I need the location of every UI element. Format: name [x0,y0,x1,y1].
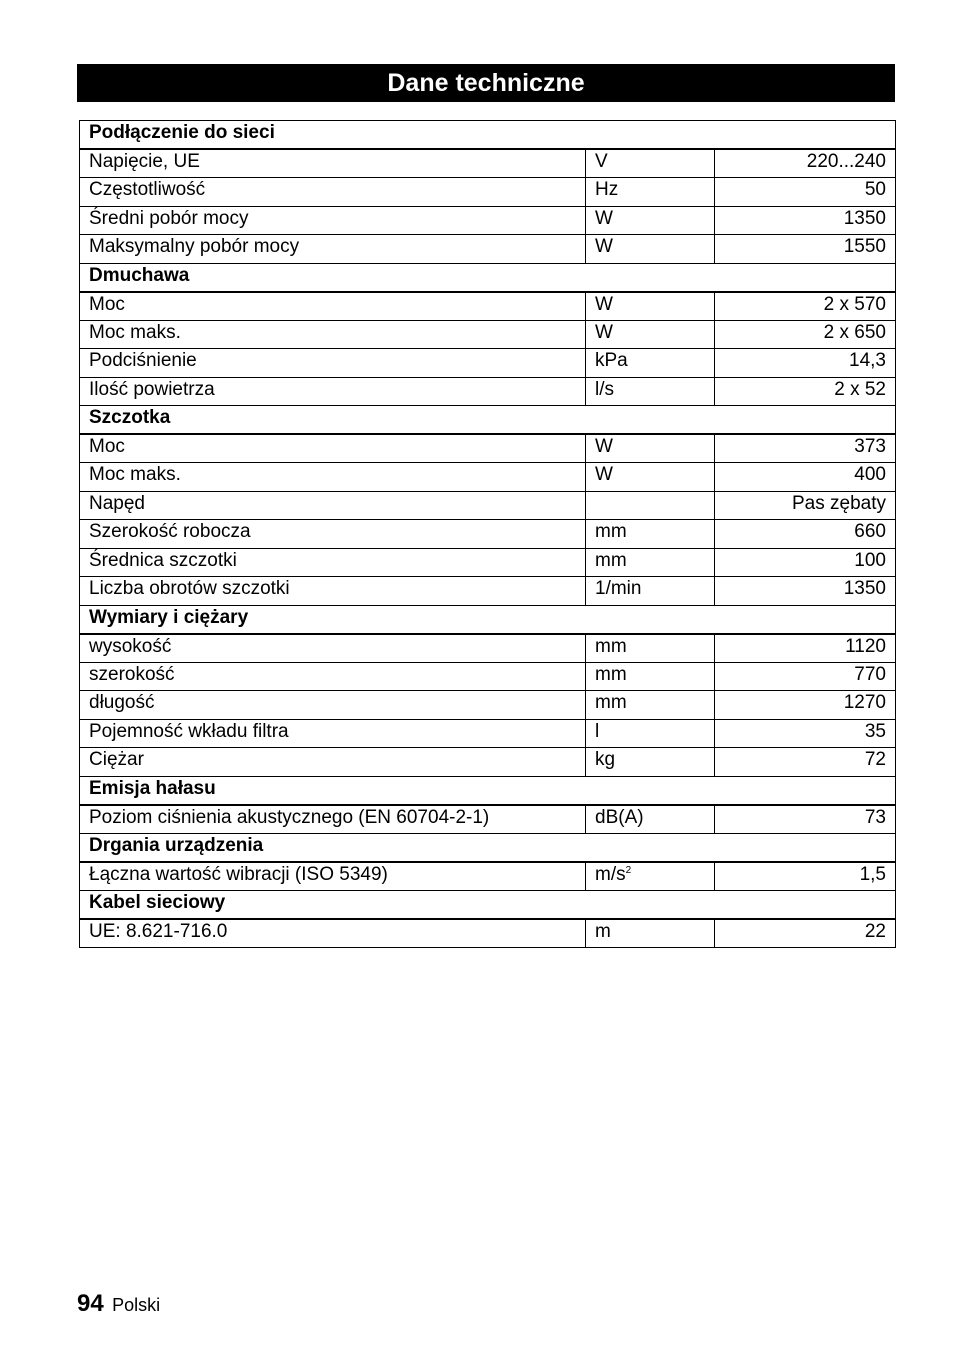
table-row [80,235,896,264]
spec-value: 50 [715,178,896,207]
spec-unit-text: kg [595,749,616,770]
technical-data-body [80,121,896,948]
spec-label: Szerokość robocza [80,520,586,549]
table-row [80,491,896,520]
table-row [80,634,896,663]
spec-value: 220...240 [715,149,896,178]
spec-unit-text: mm [595,521,627,542]
spec-label: Moc [80,292,586,321]
spec-unit-text: mm [595,663,627,685]
spec-unit-text: W [595,464,613,485]
spec-unit [586,149,715,178]
spec-value: 73 [715,805,896,834]
spec-unit-text: W [595,293,613,315]
section-header-row [80,121,896,150]
spec-unit [586,520,715,549]
spec-unit [586,634,715,663]
spec-unit-text: W [595,321,613,343]
section-heading: Szczotka [80,406,896,435]
page-footer [77,1290,160,1318]
table-row [80,377,896,406]
page-number: 94 [77,1290,104,1317]
section-heading: Drgania urządzenia [80,833,896,862]
spec-label: Łączna wartość wibracji (ISO 5349) [80,862,586,891]
spec-value: 100 [715,548,896,577]
spec-unit [586,805,715,834]
spec-label: Napięcie, UE [80,149,586,178]
spec-unit [586,292,715,321]
spec-value: 35 [715,719,896,748]
section-header-row [80,890,896,919]
table-row [80,206,896,235]
spec-label: Ciężar [80,748,586,777]
spec-unit-text: mm [595,635,627,657]
spec-unit [586,748,715,777]
spec-unit-text: m/s [595,863,626,885]
spec-unit-text: W [595,207,613,229]
spec-value: 2 x 650 [715,320,896,349]
spec-unit [586,662,715,691]
spec-value: 1350 [715,206,896,235]
spec-unit-text: V [595,151,608,172]
spec-label: Poziom ciśnienia akustycznego (EN 60704-2-1) [80,805,586,834]
spec-label: Podciśnienie [80,349,586,378]
table-row [80,320,896,349]
spec-unit-text: mm [595,549,627,571]
spec-unit [586,463,715,492]
spec-value: 1120 [715,634,896,663]
spec-value: 400 [715,463,896,492]
section-heading: Emisja hałasu [80,776,896,805]
page-title: Dane techniczne [77,64,895,102]
spec-label: wysokość [80,634,586,663]
spec-label: Ilość powietrza [80,377,586,406]
spec-label: Moc maks. [80,320,586,349]
table-row [80,178,896,207]
spec-unit [586,691,715,720]
spec-unit [586,719,715,748]
spec-unit [586,491,715,520]
spec-label: szerokość [80,662,586,691]
spec-value: 1550 [715,235,896,264]
spec-unit-text: 1/min [595,578,642,599]
spec-unit-text: mm [595,692,627,713]
footer-language: Polski [112,1295,161,1315]
section-header-row [80,406,896,435]
spec-unit [586,577,715,606]
section-header-row [80,605,896,634]
spec-label: Pojemność wkładu filtra [80,719,586,748]
spec-unit-text: W [595,236,613,257]
table-row [80,662,896,691]
technical-data-table [79,120,896,948]
spec-value: 2 x 570 [715,292,896,321]
table-row [80,577,896,606]
table-row [80,919,896,948]
spec-value: 72 [715,748,896,777]
spec-value: Pas zębaty [715,491,896,520]
spec-unit [586,349,715,378]
spec-unit [586,178,715,207]
table-row [80,520,896,549]
table-row [80,349,896,378]
spec-label: UE: 8.621-716.0 [80,919,586,948]
section-heading: Kabel sieciowy [80,890,896,919]
spec-unit [586,862,715,891]
spec-unit-text: l [595,720,600,742]
spec-unit-text: kPa [595,350,628,371]
section-header-row [80,833,896,862]
spec-unit-text: dB(A) [595,806,644,828]
spec-value: 2 x 52 [715,377,896,406]
spec-unit [586,320,715,349]
spec-unit-text: l/s [595,378,614,400]
spec-unit [586,434,715,463]
spec-value: 660 [715,520,896,549]
spec-unit [586,919,715,948]
spec-value: 373 [715,434,896,463]
spec-label: Napęd [80,491,586,520]
spec-unit-text: W [595,436,613,457]
spec-unit-text: m [595,920,611,942]
spec-label: Średni pobór mocy [80,206,586,235]
table-row [80,434,896,463]
section-heading: Dmuchawa [80,263,896,292]
table-row [80,149,896,178]
spec-unit [586,548,715,577]
section-heading: Podłączenie do sieci [80,121,896,150]
section-header-row [80,776,896,805]
spec-unit [586,377,715,406]
spec-value: 1270 [715,691,896,720]
spec-value: 770 [715,662,896,691]
spec-label: długość [80,691,586,720]
table-row [80,463,896,492]
table-row [80,862,896,891]
spec-value: 1350 [715,577,896,606]
spec-label: Moc [80,434,586,463]
spec-unit-superscript: 2 [625,864,632,876]
spec-label: Średnica szczotki [80,548,586,577]
spec-label: Liczba obrotów szczotki [80,577,586,606]
spec-label: Moc maks. [80,463,586,492]
spec-unit [586,206,715,235]
section-heading: Wymiary i ciężary [80,605,896,634]
section-header-row [80,263,896,292]
table-row [80,719,896,748]
spec-label: Maksymalny pobór mocy [80,235,586,264]
spec-label: Częstotliwość [80,178,586,207]
spec-value: 1,5 [715,862,896,891]
table-row [80,691,896,720]
spec-unit [586,235,715,264]
table-row [80,805,896,834]
table-row [80,292,896,321]
spec-value: 22 [715,919,896,948]
table-row [80,748,896,777]
spec-unit-text: Hz [595,179,619,200]
spec-value: 14,3 [715,349,896,378]
table-row [80,548,896,577]
